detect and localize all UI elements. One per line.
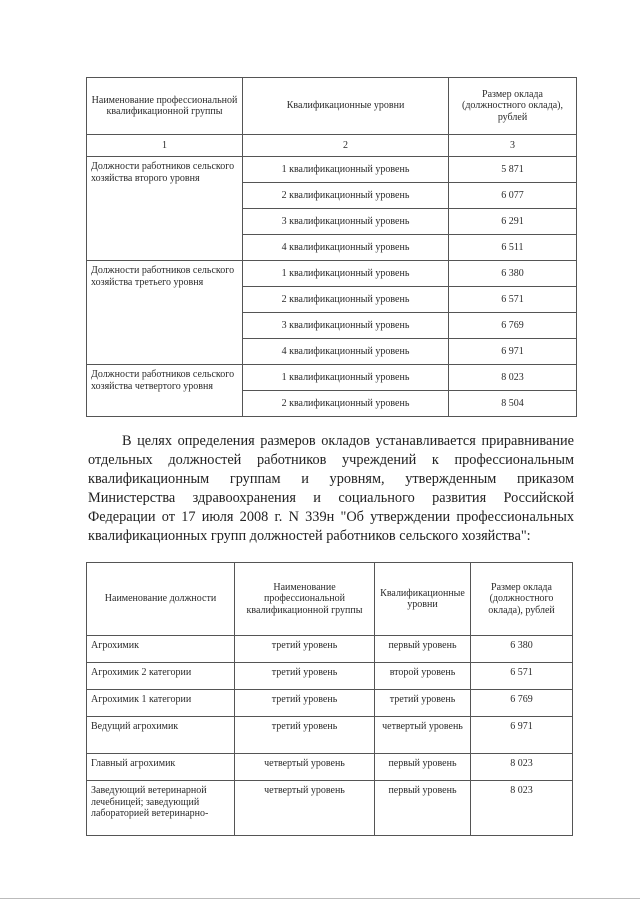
salary-cell: 6 571 [449, 287, 577, 313]
paragraph-text: В целях определения размеров окладов устанавливается приравнивание отдельных должностей работников учреждений к профессиональным квалификационным группам и уровням, утвержденным приказом Министерства здравоохранения и социального развития Российской Федерации от 17 июля 2008 г. N 339н "Об утверждении профессиональных квалификационных групп должностей работников сельского хозяйства": [88, 433, 574, 544]
header-levels: Квалификационные уровни [243, 78, 449, 135]
position-cell: Агрохимик [87, 636, 235, 663]
salary-cell: 6 769 [471, 690, 573, 717]
level-cell: 2 квалификационный уровень [243, 391, 449, 417]
level-cell: 3 квалификационный уровень [243, 209, 449, 235]
table-row [87, 636, 573, 663]
salary-cell: 5 871 [449, 157, 577, 183]
body-paragraph [88, 432, 574, 546]
header-salary: Размер оклада (должностного оклада), рублей [471, 563, 573, 636]
table-header-row [87, 563, 573, 636]
group-cell: третий уровень [235, 663, 375, 690]
position-cell: Главный агрохимик [87, 754, 235, 781]
level-cell: четвертый уровень [375, 717, 471, 754]
group-cell: третий уровень [235, 690, 375, 717]
table-row [87, 365, 577, 391]
group-cell: третий уровень [235, 717, 375, 754]
level-cell: первый уровень [375, 781, 471, 836]
level-cell: первый уровень [375, 754, 471, 781]
salary-cell: 6 077 [449, 183, 577, 209]
salary-cell: 6 971 [471, 717, 573, 754]
table-row [87, 754, 573, 781]
salary-cell: 8 023 [471, 781, 573, 836]
level-cell: 2 квалификационный уровень [243, 183, 449, 209]
position-cell: Заведующий ветеринарной лечебницей; заведующий лабораторией ветеринарно- [87, 781, 235, 836]
column-number-row [87, 135, 577, 157]
level-cell: второй уровень [375, 663, 471, 690]
salary-cell: 6 380 [449, 261, 577, 287]
level-cell: 1 квалификационный уровень [243, 365, 449, 391]
salary-cell: 8 023 [471, 754, 573, 781]
group-name: Должности работников сельского хозяйства третьего уровня [87, 261, 243, 365]
level-cell: 1 квалификационный уровень [243, 157, 449, 183]
header-salary: Размер оклада (должностного оклада), рублей [449, 78, 577, 135]
salary-cell: 8 504 [449, 391, 577, 417]
salary-levels-table [86, 77, 577, 417]
header-level: Квалификационные уровни [375, 563, 471, 636]
level-cell: 3 квалификационный уровень [243, 313, 449, 339]
table-row [87, 690, 573, 717]
level-cell: 2 квалификационный уровень [243, 287, 449, 313]
column-number: 2 [243, 135, 449, 157]
level-cell: первый уровень [375, 636, 471, 663]
group-cell: четвертый уровень [235, 754, 375, 781]
table-row [87, 261, 577, 287]
header-group-name: Наименование профессиональной квалификационной группы [87, 78, 243, 135]
column-number: 1 [87, 135, 243, 157]
column-number: 3 [449, 135, 577, 157]
positions-table [86, 562, 573, 836]
salary-cell: 6 571 [471, 663, 573, 690]
table-header-row [87, 78, 577, 135]
group-name: Должности работников сельского хозяйства второго уровня [87, 157, 243, 261]
group-cell: третий уровень [235, 636, 375, 663]
level-cell: третий уровень [375, 690, 471, 717]
header-position: Наименование должности [87, 563, 235, 636]
table-row [87, 717, 573, 754]
salary-cell: 6 971 [449, 339, 577, 365]
group-name: Должности работников сельского хозяйства четвертого уровня [87, 365, 243, 417]
group-cell: четвертый уровень [235, 781, 375, 836]
salary-cell: 6 769 [449, 313, 577, 339]
salary-cell: 8 023 [449, 365, 577, 391]
level-cell: 1 квалификационный уровень [243, 261, 449, 287]
level-cell: 4 квалификационный уровень [243, 235, 449, 261]
position-cell: Агрохимик 1 категории [87, 690, 235, 717]
position-cell: Агрохимик 2 категории [87, 663, 235, 690]
table-row [87, 781, 573, 836]
salary-cell: 6 380 [471, 636, 573, 663]
position-cell: Ведущий агрохимик [87, 717, 235, 754]
salary-cell: 6 511 [449, 235, 577, 261]
salary-cell: 6 291 [449, 209, 577, 235]
level-cell: 4 квалификационный уровень [243, 339, 449, 365]
table-row [87, 157, 577, 183]
page-edge-line [0, 898, 640, 899]
table-row [87, 663, 573, 690]
header-group: Наименование профессиональной квалификационной группы [235, 563, 375, 636]
